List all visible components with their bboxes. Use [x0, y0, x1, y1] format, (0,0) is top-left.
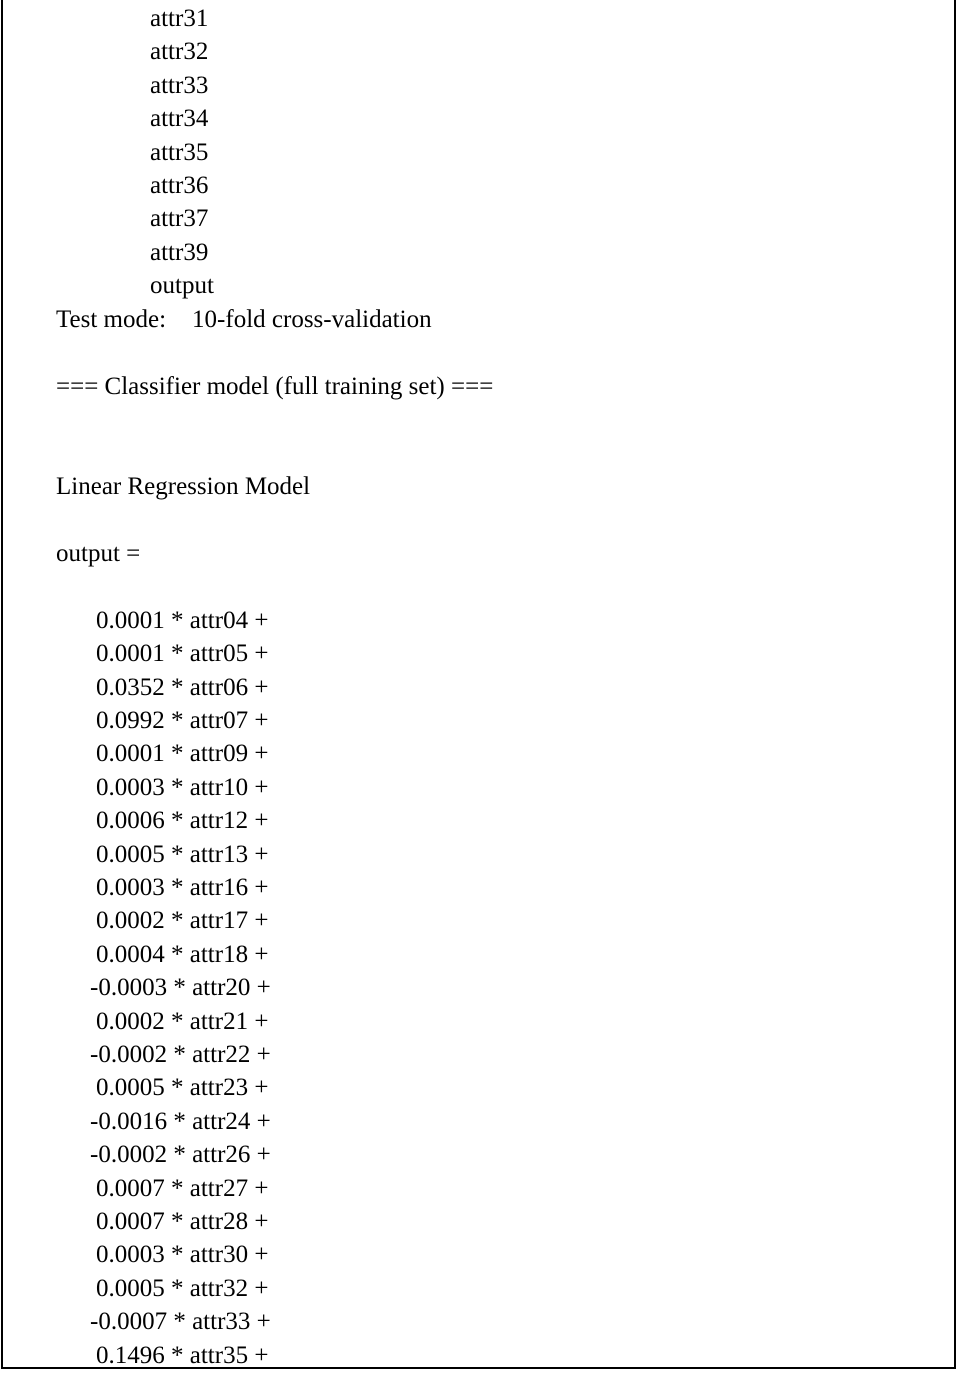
test-mode-label: Test mode:	[56, 306, 167, 333]
equation-term: 0.0007 * attr28 +	[96, 1208, 269, 1235]
equation-term: 0.0003 * attr30 +	[96, 1241, 269, 1268]
equation-term: 0.0005 * attr13 +	[96, 841, 269, 868]
equation-term: -0.0002 * attr22 +	[90, 1041, 271, 1068]
equation-term: -0.0002 * attr26 +	[90, 1141, 271, 1168]
equation-term: -0.0007 * attr33 +	[90, 1308, 271, 1335]
equation-term: 0.0003 * attr16 +	[96, 874, 269, 901]
equation-term: 0.0005 * attr32 +	[96, 1275, 269, 1302]
attribute-item: attr31	[150, 5, 209, 32]
attribute-item: attr35	[150, 139, 209, 166]
equation-term: -0.0003 * attr20 +	[90, 974, 271, 1001]
equation-term: 0.0992 * attr07 +	[96, 707, 269, 734]
equation-term: 0.0002 * attr21 +	[96, 1008, 269, 1035]
equation-term: 0.0002 * attr17 +	[96, 907, 269, 934]
attribute-item: output	[150, 272, 214, 299]
equation-term: 0.0006 * attr12 +	[96, 807, 269, 834]
equation-term: 0.0007 * attr27 +	[96, 1175, 269, 1202]
equation-term: 0.0003 * attr10 +	[96, 774, 269, 801]
equation-term: -0.0016 * attr24 +	[90, 1108, 271, 1135]
classifier-header: === Classifier model (full training set) ===	[56, 373, 494, 400]
test-mode-value: 10-fold cross-validation	[192, 306, 432, 333]
attribute-item: attr33	[150, 72, 209, 99]
output-equation-label: output =	[56, 540, 141, 567]
equation-term: 0.0005 * attr23 +	[96, 1074, 269, 1101]
equation-term: 0.1496 * attr35 +	[96, 1342, 269, 1369]
attribute-item: attr36	[150, 172, 209, 199]
equation-term: 0.0001 * attr09 +	[96, 740, 269, 767]
model-title: Linear Regression Model	[56, 473, 311, 500]
equation-term: 0.0001 * attr04 +	[96, 607, 269, 634]
attribute-item: attr37	[150, 205, 209, 232]
attribute-item: attr32	[150, 38, 209, 65]
attribute-item: attr39	[150, 239, 209, 266]
test-mode-line	[56, 303, 432, 336]
equation-term: 0.0004 * attr18 +	[96, 941, 269, 968]
equation-term: 0.0352 * attr06 +	[96, 674, 269, 701]
attribute-item: attr34	[150, 105, 209, 132]
equation-term: 0.0001 * attr05 +	[96, 640, 269, 667]
